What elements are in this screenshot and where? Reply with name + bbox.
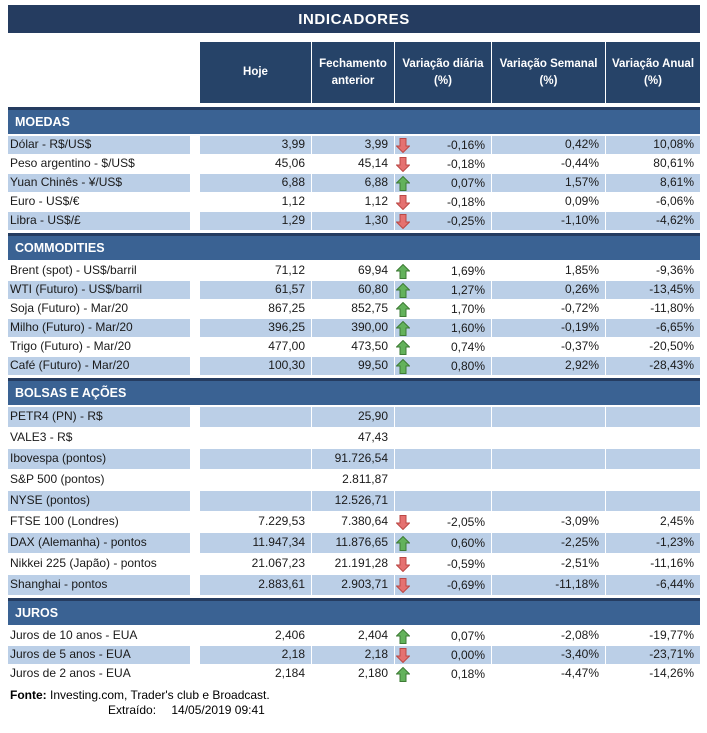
cell-variacao-anual: 2,45% bbox=[606, 512, 700, 533]
row-label: Dólar - R$/US$ bbox=[8, 136, 190, 155]
variacao-diaria-value: -2,05% bbox=[446, 514, 485, 529]
variacao-diaria-value: 0,60% bbox=[450, 535, 485, 550]
cell-fechamento: 2.903,71 bbox=[312, 575, 395, 596]
variacao-diaria-value: -0,18% bbox=[446, 194, 485, 209]
variacao-diaria-value: 0,07% bbox=[450, 628, 485, 643]
cell-variacao-diaria bbox=[395, 533, 492, 554]
cell-hoje: 867,25 bbox=[200, 300, 312, 319]
arrow-up-icon bbox=[396, 321, 410, 336]
arrow-up-icon bbox=[396, 264, 410, 279]
cell-fechamento: 69,94 bbox=[312, 262, 395, 281]
cell-hoje: 6,88 bbox=[200, 174, 312, 193]
column-gap bbox=[190, 136, 200, 155]
cell-hoje bbox=[200, 407, 312, 428]
cell-variacao-diaria bbox=[395, 300, 492, 319]
cell-variacao-anual: -4,62% bbox=[606, 212, 700, 231]
arrow-up-icon bbox=[396, 536, 410, 551]
cell-variacao-diaria bbox=[395, 338, 492, 357]
cell-hoje: 45,06 bbox=[200, 155, 312, 174]
row-label: Café (Futuro) - Mar/20 bbox=[8, 357, 190, 376]
column-gap bbox=[190, 575, 200, 596]
cell-variacao-semanal: -3,09% bbox=[492, 512, 606, 533]
cell-variacao-anual: -14,26% bbox=[606, 665, 700, 684]
page-title: INDICADORES bbox=[8, 5, 700, 33]
cell-fechamento: 99,50 bbox=[312, 357, 395, 376]
variacao-diaria-value: 0,18% bbox=[450, 666, 485, 681]
cell-variacao-anual: -11,80% bbox=[606, 300, 700, 319]
row-label: FTSE 100 (Londres) bbox=[8, 512, 190, 533]
column-gap bbox=[190, 193, 200, 212]
cell-hoje: 2,184 bbox=[200, 665, 312, 684]
row-label: DAX (Alemanha) - pontos bbox=[8, 533, 190, 554]
section-header-bolsas-e-acoes: BOLSAS E AÇÕES bbox=[8, 378, 700, 405]
column-gap bbox=[190, 554, 200, 575]
cell-variacao-semanal: -2,08% bbox=[492, 627, 606, 646]
cell-fechamento: 852,75 bbox=[312, 300, 395, 319]
cell-hoje bbox=[200, 470, 312, 491]
cell-variacao-diaria bbox=[395, 665, 492, 684]
variacao-diaria-value: 1,60% bbox=[450, 320, 485, 335]
column-gap bbox=[190, 533, 200, 554]
table-row bbox=[8, 407, 700, 428]
cell-variacao-anual: -23,71% bbox=[606, 646, 700, 665]
header-spacer bbox=[8, 42, 190, 103]
cell-variacao-diaria bbox=[395, 155, 492, 174]
table-row bbox=[8, 212, 700, 231]
cell-variacao-semanal: -11,18% bbox=[492, 575, 606, 596]
column-gap bbox=[190, 470, 200, 491]
cell-variacao-diaria bbox=[395, 319, 492, 338]
table-row bbox=[8, 575, 700, 596]
cell-variacao-diaria bbox=[395, 449, 492, 470]
row-label: Milho (Futuro) - Mar/20 bbox=[8, 319, 190, 338]
variacao-diaria-value: 1,27% bbox=[450, 282, 485, 297]
cell-variacao-semanal: -2,25% bbox=[492, 533, 606, 554]
column-gap bbox=[190, 627, 200, 646]
cell-variacao-semanal: -3,40% bbox=[492, 646, 606, 665]
cell-variacao-diaria bbox=[395, 646, 492, 665]
cell-variacao-diaria bbox=[395, 428, 492, 449]
cell-variacao-semanal: -4,47% bbox=[492, 665, 606, 684]
cell-variacao-diaria bbox=[395, 627, 492, 646]
column-gap bbox=[190, 491, 200, 512]
cell-hoje bbox=[200, 449, 312, 470]
cell-variacao-diaria bbox=[395, 491, 492, 512]
cell-hoje: 2,18 bbox=[200, 646, 312, 665]
table-row bbox=[8, 491, 700, 512]
arrow-down-icon bbox=[396, 214, 410, 229]
column-header-variacao-anual: Variação Anual (%) bbox=[606, 42, 700, 103]
column-gap bbox=[190, 300, 200, 319]
cell-hoje: 100,30 bbox=[200, 357, 312, 376]
column-gap bbox=[190, 338, 200, 357]
cell-variacao-anual: -6,44% bbox=[606, 575, 700, 596]
cell-variacao-anual: 80,61% bbox=[606, 155, 700, 174]
cell-fechamento: 2,404 bbox=[312, 627, 395, 646]
row-label: Yuan Chinês - ¥/US$ bbox=[8, 174, 190, 193]
cell-fechamento: 91.726,54 bbox=[312, 449, 395, 470]
cell-variacao-diaria bbox=[395, 193, 492, 212]
table-row bbox=[8, 174, 700, 193]
row-label: Soja (Futuro) - Mar/20 bbox=[8, 300, 190, 319]
cell-hoje: 2,406 bbox=[200, 627, 312, 646]
cell-hoje: 1,29 bbox=[200, 212, 312, 231]
header-spacer bbox=[190, 42, 200, 103]
cell-hoje: 3,99 bbox=[200, 136, 312, 155]
table-row bbox=[8, 627, 700, 646]
cell-variacao-semanal bbox=[492, 407, 606, 428]
cell-variacao-semanal bbox=[492, 470, 606, 491]
source-label: Fonte: bbox=[10, 688, 47, 702]
cell-hoje: 7.229,53 bbox=[200, 512, 312, 533]
cell-variacao-semanal bbox=[492, 449, 606, 470]
variacao-diaria-value: 0,07% bbox=[450, 175, 485, 190]
cell-variacao-semanal: 1,85% bbox=[492, 262, 606, 281]
cell-fechamento: 21.191,28 bbox=[312, 554, 395, 575]
footer bbox=[8, 688, 700, 718]
row-label: Shanghai - pontos bbox=[8, 575, 190, 596]
cell-variacao-semanal: -2,51% bbox=[492, 554, 606, 575]
cell-variacao-diaria bbox=[395, 357, 492, 376]
indicators-report bbox=[8, 5, 700, 718]
table-row bbox=[8, 357, 700, 376]
cell-variacao-anual: -1,23% bbox=[606, 533, 700, 554]
cell-variacao-anual bbox=[606, 407, 700, 428]
cell-variacao-anual: -13,45% bbox=[606, 281, 700, 300]
table-row bbox=[8, 665, 700, 684]
cell-variacao-diaria bbox=[395, 575, 492, 596]
variacao-diaria-value: -0,18% bbox=[446, 156, 485, 171]
cell-variacao-semanal: 0,42% bbox=[492, 136, 606, 155]
column-gap bbox=[190, 262, 200, 281]
column-gap bbox=[190, 357, 200, 376]
cell-variacao-anual: 8,61% bbox=[606, 174, 700, 193]
cell-variacao-semanal: -0,72% bbox=[492, 300, 606, 319]
cell-fechamento: 2,18 bbox=[312, 646, 395, 665]
table-body bbox=[8, 107, 700, 684]
row-label: Euro - US$/€ bbox=[8, 193, 190, 212]
cell-variacao-anual bbox=[606, 470, 700, 491]
column-gap bbox=[190, 449, 200, 470]
cell-fechamento: 11.876,65 bbox=[312, 533, 395, 554]
arrow-up-icon bbox=[396, 629, 410, 644]
cell-hoje: 477,00 bbox=[200, 338, 312, 357]
column-header-variacao-semanal: Variação Semanal (%) bbox=[492, 42, 606, 103]
column-gap bbox=[190, 665, 200, 684]
cell-fechamento: 60,80 bbox=[312, 281, 395, 300]
cell-hoje: 11.947,34 bbox=[200, 533, 312, 554]
row-label: Nikkei 225 (Japão) - pontos bbox=[8, 554, 190, 575]
cell-variacao-anual bbox=[606, 491, 700, 512]
cell-variacao-semanal: -0,44% bbox=[492, 155, 606, 174]
cell-variacao-diaria bbox=[395, 174, 492, 193]
cell-variacao-anual: -19,77% bbox=[606, 627, 700, 646]
table-row bbox=[8, 281, 700, 300]
cell-variacao-diaria bbox=[395, 212, 492, 231]
variacao-diaria-value: 0,00% bbox=[450, 647, 485, 662]
variacao-diaria-value: 0,80% bbox=[450, 358, 485, 373]
cell-hoje: 21.067,23 bbox=[200, 554, 312, 575]
table-row bbox=[8, 646, 700, 665]
cell-variacao-diaria bbox=[395, 554, 492, 575]
cell-hoje: 61,57 bbox=[200, 281, 312, 300]
cell-hoje bbox=[200, 491, 312, 512]
variacao-diaria-value: 1,69% bbox=[450, 263, 485, 278]
section-header-moedas: MOEDAS bbox=[8, 107, 700, 134]
table-row bbox=[8, 449, 700, 470]
cell-hoje: 71,12 bbox=[200, 262, 312, 281]
column-gap bbox=[190, 428, 200, 449]
arrow-up-icon bbox=[396, 283, 410, 298]
cell-variacao-diaria bbox=[395, 136, 492, 155]
cell-fechamento: 2.811,87 bbox=[312, 470, 395, 491]
cell-variacao-semanal: -1,10% bbox=[492, 212, 606, 231]
arrow-down-icon bbox=[396, 157, 410, 172]
extracted-timestamp: 14/05/2019 09:41 bbox=[171, 703, 265, 717]
table-row bbox=[8, 512, 700, 533]
cell-variacao-anual: -6,06% bbox=[606, 193, 700, 212]
cell-fechamento: 473,50 bbox=[312, 338, 395, 357]
cell-fechamento: 45,14 bbox=[312, 155, 395, 174]
arrow-down-icon bbox=[396, 578, 410, 593]
cell-variacao-semanal bbox=[492, 428, 606, 449]
table-row bbox=[8, 262, 700, 281]
cell-fechamento: 3,99 bbox=[312, 136, 395, 155]
row-label: Juros de 2 anos - EUA bbox=[8, 665, 190, 684]
arrow-down-icon bbox=[396, 515, 410, 530]
cell-variacao-anual bbox=[606, 428, 700, 449]
arrow-up-icon bbox=[396, 176, 410, 191]
cell-variacao-anual: 10,08% bbox=[606, 136, 700, 155]
cell-variacao-diaria bbox=[395, 470, 492, 491]
row-label: Juros de 10 anos - EUA bbox=[8, 627, 190, 646]
cell-fechamento: 390,00 bbox=[312, 319, 395, 338]
cell-fechamento: 1,30 bbox=[312, 212, 395, 231]
source-line bbox=[8, 688, 700, 703]
row-label: Peso argentino - $/US$ bbox=[8, 155, 190, 174]
table-row bbox=[8, 554, 700, 575]
cell-fechamento: 25,90 bbox=[312, 407, 395, 428]
row-label: Brent (spot) - US$/barril bbox=[8, 262, 190, 281]
section-header-juros: JUROS bbox=[8, 598, 700, 625]
cell-variacao-semanal: 0,26% bbox=[492, 281, 606, 300]
table-row bbox=[8, 338, 700, 357]
row-label: VALE3 - R$ bbox=[8, 428, 190, 449]
table-row bbox=[8, 300, 700, 319]
row-label: Trigo (Futuro) - Mar/20 bbox=[8, 338, 190, 357]
cell-variacao-anual: -20,50% bbox=[606, 338, 700, 357]
arrow-down-icon bbox=[396, 195, 410, 210]
arrow-down-icon bbox=[396, 557, 410, 572]
table-row bbox=[8, 533, 700, 554]
table-row bbox=[8, 428, 700, 449]
row-label: PETR4 (PN) - R$ bbox=[8, 407, 190, 428]
column-gap bbox=[190, 281, 200, 300]
arrow-up-icon bbox=[396, 302, 410, 317]
source-text: Investing.com, Trader's club e Broadcast. bbox=[50, 688, 270, 702]
column-gap bbox=[190, 512, 200, 533]
cell-variacao-diaria bbox=[395, 407, 492, 428]
cell-fechamento: 12.526,71 bbox=[312, 491, 395, 512]
table-row bbox=[8, 470, 700, 491]
variacao-diaria-value: -0,16% bbox=[446, 137, 485, 152]
table-row bbox=[8, 155, 700, 174]
cell-variacao-anual bbox=[606, 449, 700, 470]
cell-variacao-semanal: -0,19% bbox=[492, 319, 606, 338]
cell-variacao-diaria bbox=[395, 512, 492, 533]
cell-variacao-semanal: -0,37% bbox=[492, 338, 606, 357]
cell-hoje: 396,25 bbox=[200, 319, 312, 338]
variacao-diaria-value: -0,59% bbox=[446, 556, 485, 571]
cell-hoje: 2.883,61 bbox=[200, 575, 312, 596]
cell-variacao-semanal: 0,09% bbox=[492, 193, 606, 212]
cell-variacao-semanal: 2,92% bbox=[492, 357, 606, 376]
table-row bbox=[8, 136, 700, 155]
cell-hoje: 1,12 bbox=[200, 193, 312, 212]
arrow-up-icon bbox=[396, 359, 410, 374]
cell-variacao-anual: -6,65% bbox=[606, 319, 700, 338]
variacao-diaria-value: 1,70% bbox=[450, 301, 485, 316]
extracted-line bbox=[8, 703, 700, 718]
column-header-variacao-diaria: Variação diária (%) bbox=[395, 42, 492, 103]
cell-variacao-semanal: 1,57% bbox=[492, 174, 606, 193]
cell-variacao-anual: -9,36% bbox=[606, 262, 700, 281]
column-header-hoje: Hoje bbox=[200, 42, 312, 103]
variacao-diaria-value: 0,74% bbox=[450, 339, 485, 354]
table-row bbox=[8, 319, 700, 338]
cell-fechamento: 1,12 bbox=[312, 193, 395, 212]
row-label: S&P 500 (pontos) bbox=[8, 470, 190, 491]
cell-variacao-diaria bbox=[395, 281, 492, 300]
table-row bbox=[8, 193, 700, 212]
table-header-row bbox=[8, 42, 700, 103]
row-label: Ibovespa (pontos) bbox=[8, 449, 190, 470]
cell-fechamento: 6,88 bbox=[312, 174, 395, 193]
cell-hoje bbox=[200, 428, 312, 449]
cell-fechamento: 7.380,64 bbox=[312, 512, 395, 533]
arrow-down-icon bbox=[396, 648, 410, 663]
column-gap bbox=[190, 212, 200, 231]
arrow-up-icon bbox=[396, 667, 410, 682]
column-gap bbox=[190, 155, 200, 174]
row-label: NYSE (pontos) bbox=[8, 491, 190, 512]
column-gap bbox=[190, 407, 200, 428]
cell-variacao-anual: -28,43% bbox=[606, 357, 700, 376]
column-gap bbox=[190, 646, 200, 665]
section-header-commodities: COMMODITIES bbox=[8, 233, 700, 260]
row-label: Juros de 5 anos - EUA bbox=[8, 646, 190, 665]
arrow-up-icon bbox=[396, 340, 410, 355]
column-gap bbox=[190, 174, 200, 193]
cell-variacao-diaria bbox=[395, 262, 492, 281]
variacao-diaria-value: -0,69% bbox=[446, 577, 485, 592]
row-label: Libra - US$/£ bbox=[8, 212, 190, 231]
variacao-diaria-value: -0,25% bbox=[446, 213, 485, 228]
cell-variacao-anual: -11,16% bbox=[606, 554, 700, 575]
cell-fechamento: 2,180 bbox=[312, 665, 395, 684]
cell-variacao-semanal bbox=[492, 491, 606, 512]
row-label: WTI (Futuro) - US$/barril bbox=[8, 281, 190, 300]
column-gap bbox=[190, 319, 200, 338]
column-header-fechamento: Fechamento anterior bbox=[312, 42, 395, 103]
extracted-label: Extraído: bbox=[108, 703, 157, 717]
cell-fechamento: 47,43 bbox=[312, 428, 395, 449]
arrow-down-icon bbox=[396, 138, 410, 153]
